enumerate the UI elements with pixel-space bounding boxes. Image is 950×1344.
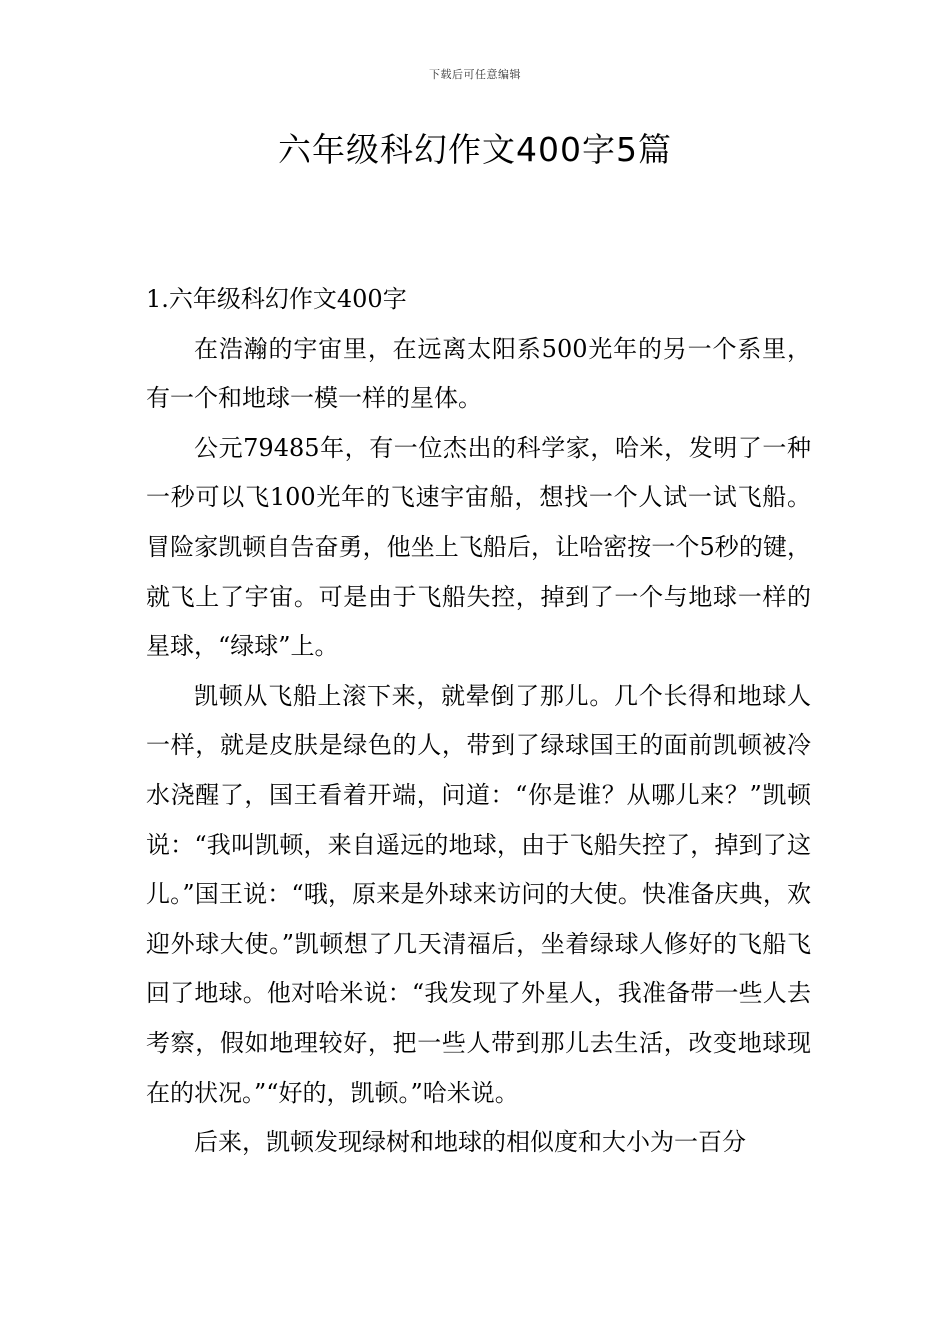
paragraph: 凯顿从飞船上滚下来，就晕倒了那儿。几个长得和地球人一样，就是皮肤是绿色的人，带到了绿球国王的面前凯顿被冷水浇醒了，国王看着开端，问道：“你是谁？从哪儿来？”凯顿说：“我叫凯顿，来自遥远的地球，由于飞船失控了，掉到了这儿。”国王说：“哦，原来是外球来访问的大使。快准备庆典，欢迎外球大使。”凯顿想了几天清福后，坐着绿球人修好的飞船飞回了地球。他对哈米说：“我发现了外星人，我准备带一些人去考察，假如地理较好，把一些人带到那儿去生活，改变地球现在的状况。”“好的，凯顿。”哈米说。 [146,681,811,1107]
paragraph: 在浩瀚的宇宙里，在远离太阳系500光年的另一个系里，有一个和地球一模一样的星体。 [146,334,811,413]
document-body [146,275,811,1168]
paragraph: 后来，凯顿发现绿树和地球的相似度和大小为一百分 [194,1128,746,1157]
document-title: 六年级科幻作文400字5篇 [278,130,672,169]
header-note: 下载后可任意编辑 [429,68,521,81]
section-heading: 1.六年级科幻作文400字 [146,285,407,313]
paragraph: 公元79485年，有一位杰出的科学家，哈米，发明了一种一秒可以飞100光年的飞速宇宙船，想找一个人试一试飞船。冒险家凯顿自告奋勇，他坐上飞船后，让哈密按一个5秒的键，就飞上了宇宙。可是由于飞船失控，掉到了一个与地球一样的星球，“绿球”上。 [146,433,811,661]
